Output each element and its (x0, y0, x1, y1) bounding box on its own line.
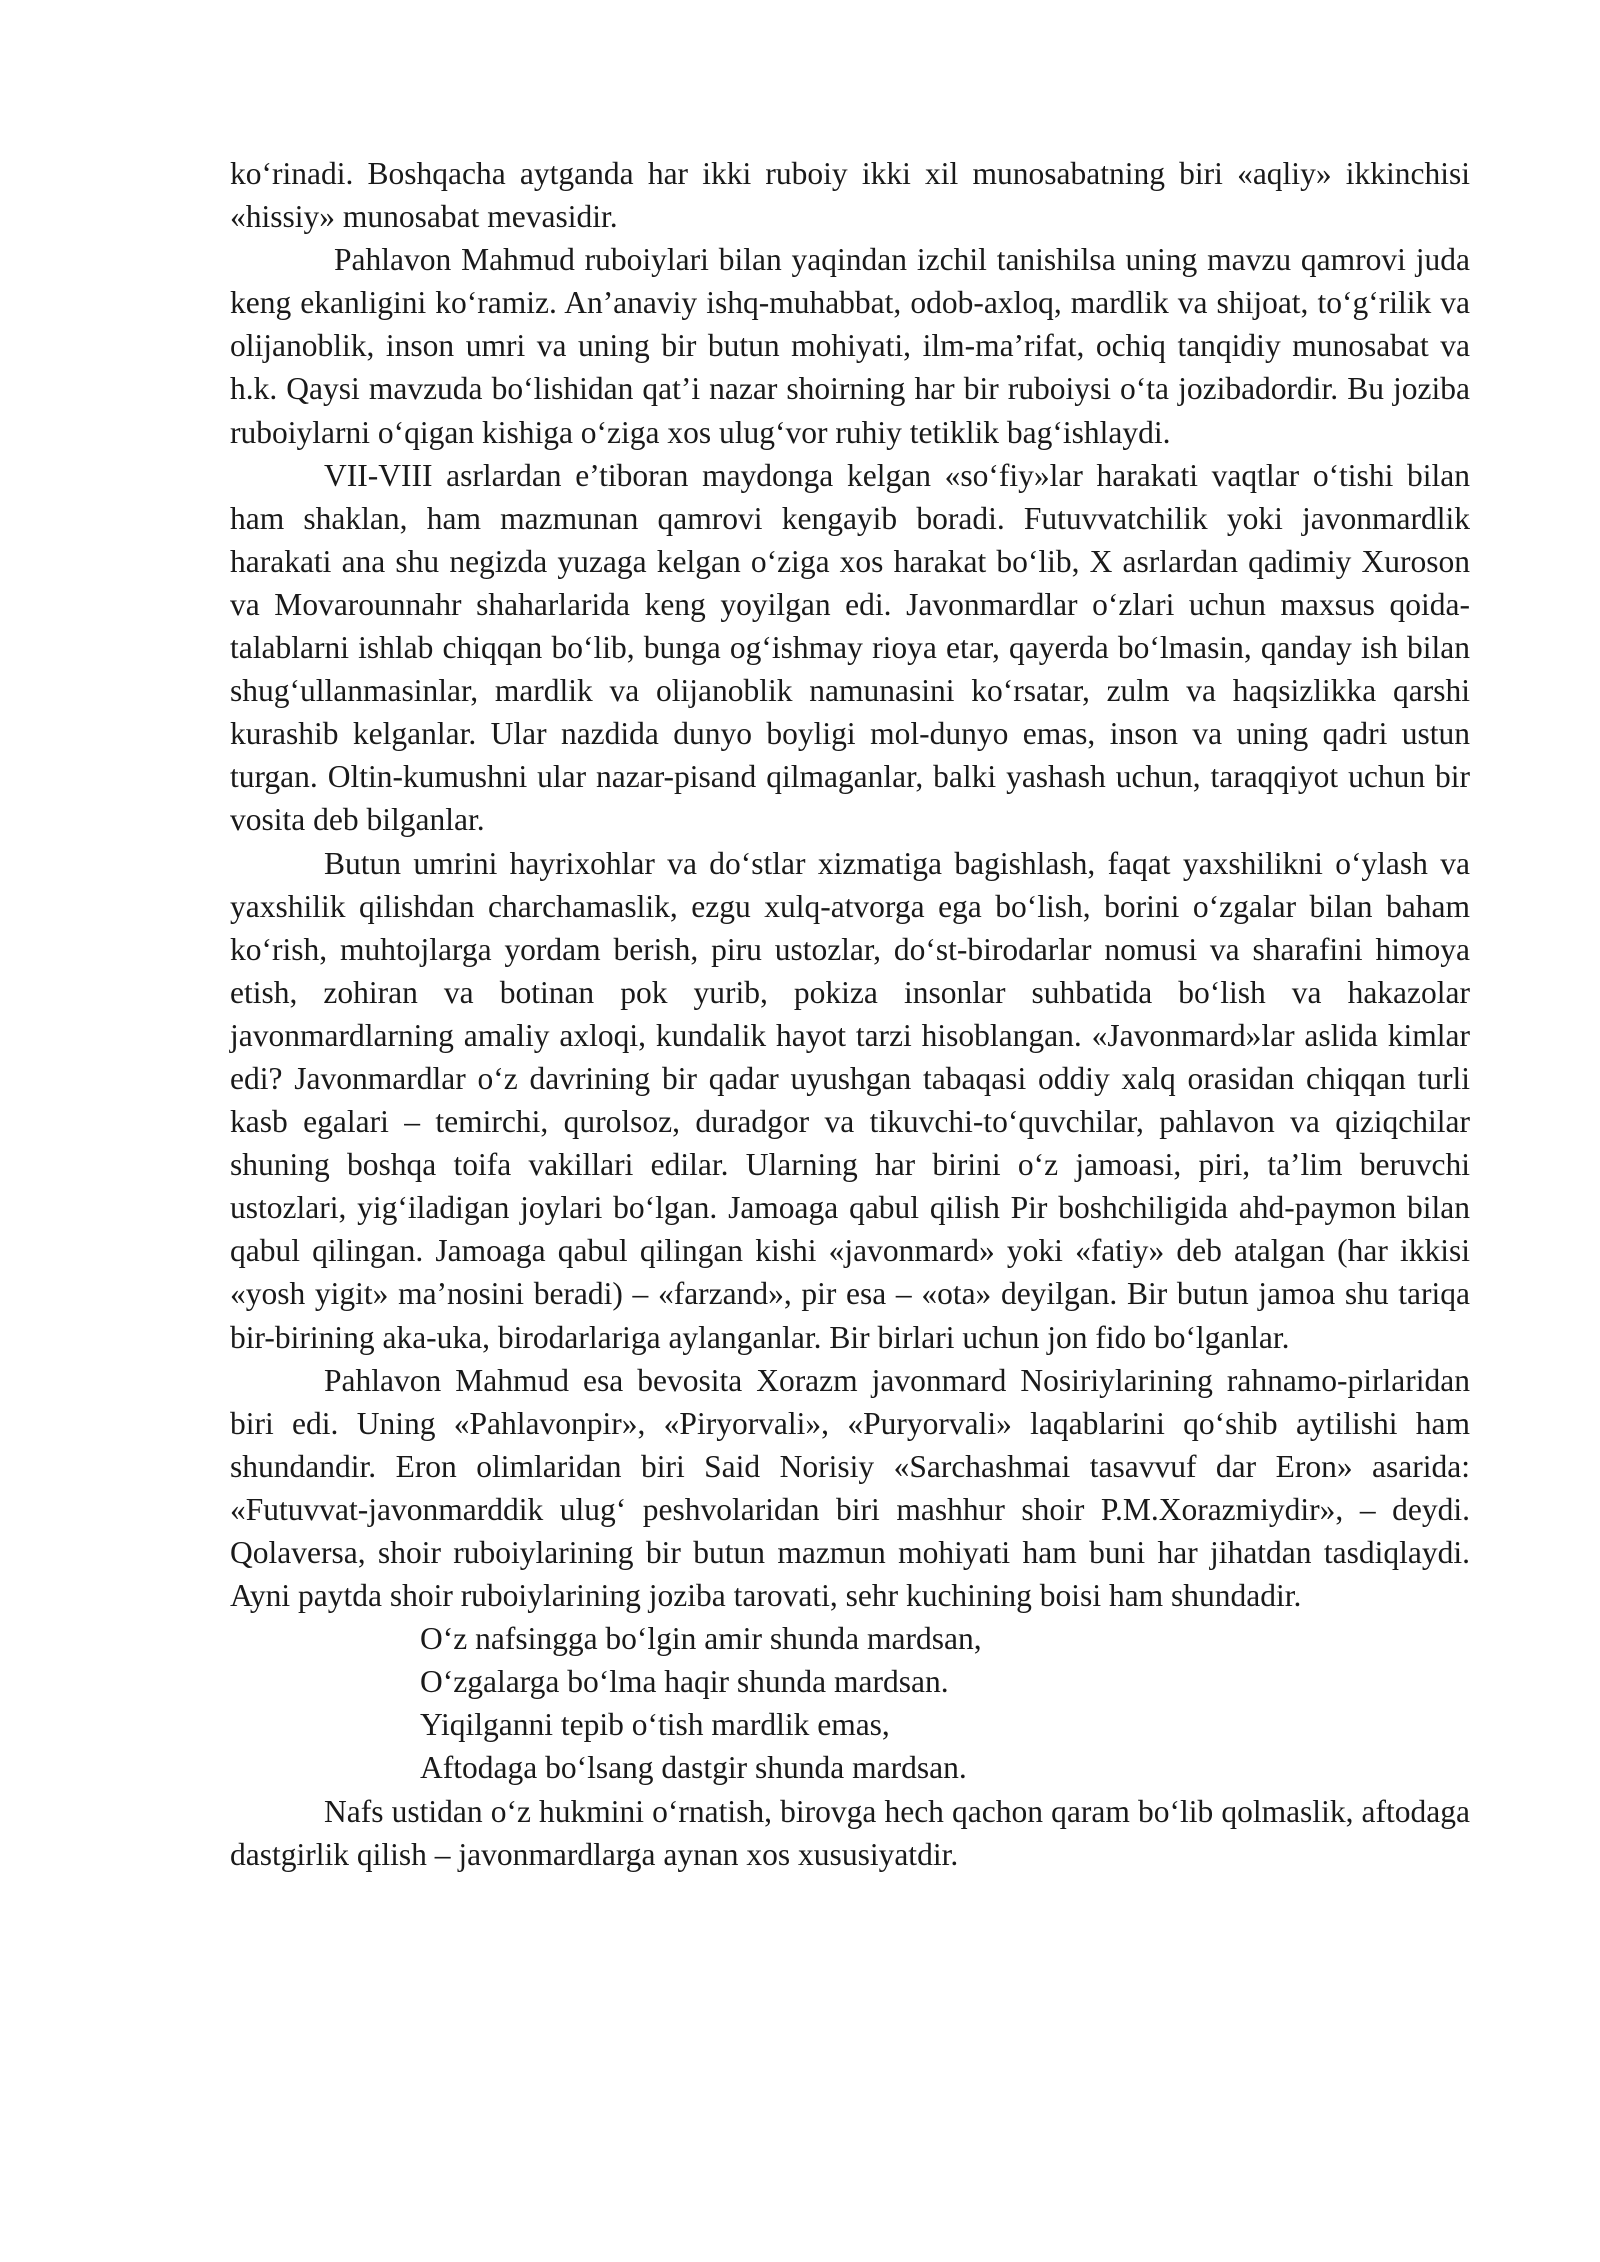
paragraph-continuation: ko‘rinadi. Boshqacha aytganda har ikki ruboiy ikki xil munosabatning biri «aqliy» ikkinchisi «hissiy» munosabat mevasidir. (230, 156, 1470, 235)
paragraph-closing: Nafs ustidan o‘z hukmini o‘rnatish, birovga hech qachon qaram bo‘lib qolmaslik, aftodaga dastgirlik qilish – javonmardlarga aynan xos xususiyatdir. (230, 1793, 1470, 1872)
paragraph-pahlavon-mahmud: Pahlavon Mahmud esa bevosita Xorazm javonmard Nosiriylarining rahnamo-pirlaridan biri edi. Uning «Pahlavonpir», «Piryorvali», «Puryorvali» laqablarini qo‘shib aytilishi ham shundandir. Eron olimlaridan biri Said Norisiy «Sarchashmai tasavvuf dar Eron» asarida: «Futuvvat-javonmarddik ulug‘ peshvolaridan biri mashhur shoir P.M.Xorazmiydir», – deydi. Qolaversa, shoir ruboiylarining bir butun mazmun mohiyati ham buni har jihatdan tasdiqlaydi. Ayni paytda shoir ruboiylarining joziba tarovati, sehr kuchining boisi ham shundadir. (230, 1362, 1470, 1614)
paragraph-themes: Pahlavon Mahmud ruboiylari bilan yaqindan izchil tanishilsa uning mavzu qamrovi juda keng ekanligini ko‘ramiz. An’anaviy ishq-muhabbat, odob-axloq, mardlik va shijoat, to‘g‘rilik va olijanoblik, inson umri va uning bir butun mohiyati, ilm-ma’rifat, ochiq tanqidiy munosabat va h.k. Qaysi mavzuda bo‘lishidan qat’i nazar shoirning har bir ruboiysi o‘ta jozibadordir. Bu joziba ruboiylarni o‘qigan kishiga o‘ziga xos ulug‘vor ruhiy tetiklik bag‘ishlaydi. (230, 242, 1470, 450)
verse-line: Yiqilganni tepib o‘tish mardlik emas, (420, 1707, 890, 1743)
document-page (230, 152, 1470, 1876)
verse-line: Aftodaga bo‘lsang dastgir shunda mardsan. (420, 1750, 967, 1786)
ruboiy-verse (230, 1617, 1470, 1789)
verse-line: O‘z nafsingga bo‘lgin amir shunda mardsan, (420, 1621, 982, 1657)
paragraph-javonmard-ethics: Butun umrini hayrixohlar va do‘stlar xizmatiga bagishlash, faqat yaxshilikni o‘ylash va yaxshilik qilishdan charchamaslik, ezgu xulq-atvorga ega bo‘lish, borini o‘zgalar bilan baham ko‘rish, muhtojlarga yordam berish, piru ustozlar, do‘st-birodarlar nomusi va sharafini himoya etish, zohiran va botinan pok yurib, pokiza insonlar suhbatida bo‘lish va hakazolar javonmardlarning amaliy axloqi, kundalik hayot tarzi hisoblangan. «Javonmard»lar aslida kimlar edi? Javonmardlar o‘z davrining bir qadar uyushgan tabaqasi oddiy xalq orasidan chiqqan turli kasb egalari – temirchi, qurolsoz, duradgor va tikuvchi-to‘quvchilar, pahlavon va qiziqchilar shuning boshqa toifa vakillari edilar. Ularning har birini o‘z jamoasi, piri, ta’lim beruvchi ustozlari, yig‘iladigan joylari bo‘lgan. Jamoaga qabul qilish Pir boshchiligida ahd-paymon bilan qabul qilingan. Jamoaga qabul qilingan kishi «javonmard» yoki «fatiy» deb atalgan (har ikkisi «yosh yigit» ma’nosini beradi) – «farzand», pir esa – «ota» deyilgan. Bir butun jamoa shu tariqa bir-birining aka-uka, birodarlariga aylanganlar. Bir birlari uchun jon fido bo‘lganlar. (230, 845, 1470, 1355)
verse-line: O‘zgalarga bo‘lma haqir shunda mardsan. (420, 1664, 949, 1700)
paragraph-sufi-movement: VII-VIII asrlardan e’tiboran maydonga kelgan «so‘fiy»lar harakati vaqtlar o‘tishi bilan ham shaklan, ham mazmunan qamrovi kengayib boradi. Futuvvatchilik yoki javonmardlik harakati ana shu negizda yuzaga kelgan o‘ziga xos harakat bo‘lib, X asrlardan qadimiy Xuroson va Movarounnahr shaharlarida keng yoyilgan edi. Javonmardlar o‘zlari uchun maxsus qoida-talablarni ishlab chiqqan bo‘lib, bunga og‘ishmay rioya etar, qayerda bo‘lmasin, qanday ish bilan shug‘ullanmasinlar, mardlik va olijanoblik namunasini ko‘rsatar, zulm va haqsizlikka qarshi kurashib kelganlar. Ular nazdida dunyo boyligi mol-dunyo emas, inson va uning qadri ustun turgan. Oltin-kumushni ular nazar-pisand qilmaganlar, balki yashash uchun, taraqqiyot uchun bir vosita deb bilganlar. (230, 457, 1470, 838)
